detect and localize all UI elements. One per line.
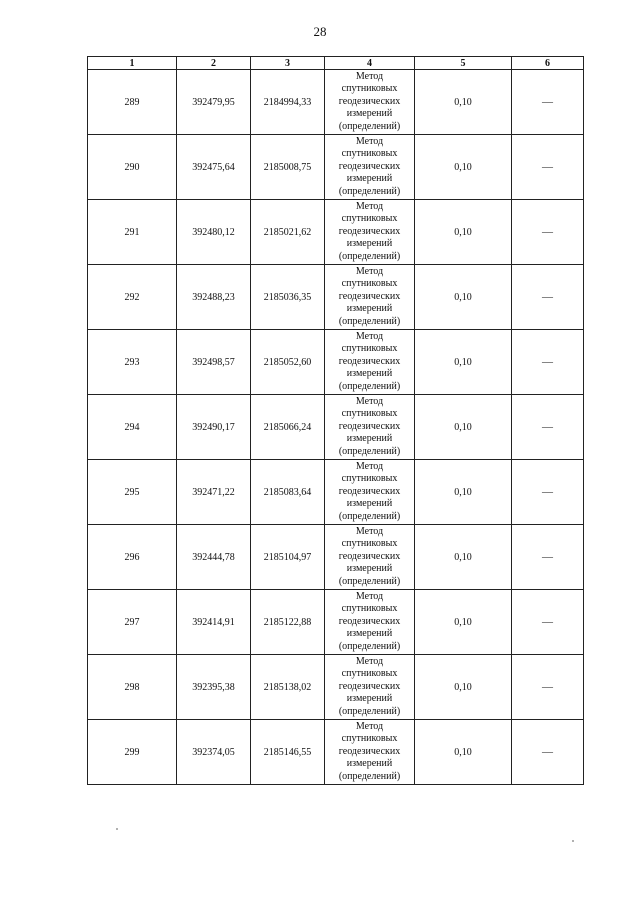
x-coordinate-cell: 392498,57 (177, 330, 251, 395)
method-line: геодезических (338, 290, 401, 302)
method-line: измерений (346, 693, 393, 705)
accuracy-cell: 0,10 (415, 720, 512, 785)
method-line: (определений) (338, 510, 401, 522)
method-line: спутниковых (341, 213, 398, 225)
accuracy-cell: 0,10 (415, 70, 512, 135)
method-line: (определений) (338, 120, 401, 132)
y-coordinate-cell: 2185021,62 (251, 200, 325, 265)
y-coordinate-cell: 2185036,35 (251, 265, 325, 330)
method-line: спутниковых (341, 668, 398, 680)
method-line: измерений (346, 238, 393, 250)
y-coordinate-cell: 2185104,97 (251, 525, 325, 590)
x-coordinate-cell: 392444,78 (177, 525, 251, 590)
x-coordinate-cell: 392490,17 (177, 395, 251, 460)
point-number-cell: 292 (88, 265, 177, 330)
method-line: геодезических (338, 355, 401, 367)
accuracy-cell: 0,10 (415, 655, 512, 720)
method-cell (325, 330, 415, 395)
y-coordinate-cell: 2185083,64 (251, 460, 325, 525)
x-coordinate-cell: 392374,05 (177, 720, 251, 785)
method-line: измерений (346, 368, 393, 380)
method-line: (определений) (338, 445, 401, 457)
header-col-5: 5 (415, 57, 512, 70)
x-coordinate-cell: 392480,12 (177, 200, 251, 265)
method-line: Метод (355, 70, 384, 82)
method-line: Метод (355, 330, 384, 342)
method-line: измерений (346, 433, 393, 445)
method-cell (325, 200, 415, 265)
header-col-2: 2 (177, 57, 251, 70)
method-line: спутниковых (341, 733, 398, 745)
point-number-cell: 294 (88, 395, 177, 460)
method-cell (325, 70, 415, 135)
method-line: Метод (355, 590, 384, 602)
x-coordinate-cell: 392395,38 (177, 655, 251, 720)
note-cell: — (512, 525, 584, 590)
method-line: измерений (346, 758, 393, 770)
method-cell (325, 655, 415, 720)
accuracy-cell: 0,10 (415, 460, 512, 525)
method-line: Метод (355, 525, 384, 537)
method-line: Метод (355, 200, 384, 212)
method-line: спутниковых (341, 408, 398, 420)
y-coordinate-cell: 2185138,02 (251, 655, 325, 720)
method-line: геодезических (338, 550, 401, 562)
point-number-cell: 289 (88, 70, 177, 135)
header-col-1: 1 (88, 57, 177, 70)
point-number-cell: 299 (88, 720, 177, 785)
coordinates-table (87, 56, 584, 785)
method-cell (325, 265, 415, 330)
table-row (88, 460, 584, 525)
table-row (88, 525, 584, 590)
method-line: (определений) (338, 640, 401, 652)
method-cell (325, 460, 415, 525)
method-line: геодезических (338, 95, 401, 107)
method-line: геодезических (338, 225, 401, 237)
note-cell: — (512, 265, 584, 330)
point-number-cell: 298 (88, 655, 177, 720)
method-line: измерений (346, 303, 393, 315)
point-number-cell: 297 (88, 590, 177, 655)
y-coordinate-cell: 2185008,75 (251, 135, 325, 200)
x-coordinate-cell: 392471,22 (177, 460, 251, 525)
method-line: Метод (355, 265, 384, 277)
point-number-cell: 296 (88, 525, 177, 590)
x-coordinate-cell: 392475,64 (177, 135, 251, 200)
method-line: спутниковых (341, 83, 398, 95)
table-row (88, 330, 584, 395)
method-line: измерений (346, 173, 393, 185)
method-cell (325, 720, 415, 785)
table-body (88, 70, 584, 785)
method-line: геодезических (338, 160, 401, 172)
note-cell: — (512, 395, 584, 460)
method-line: (определений) (338, 315, 401, 327)
table-row (88, 720, 584, 785)
method-line: геодезических (338, 615, 401, 627)
point-number-cell: 295 (88, 460, 177, 525)
method-line: (определений) (338, 770, 401, 782)
method-cell (325, 590, 415, 655)
scan-speck (572, 840, 574, 842)
accuracy-cell: 0,10 (415, 200, 512, 265)
point-number-cell: 293 (88, 330, 177, 395)
accuracy-cell: 0,10 (415, 330, 512, 395)
method-line: Метод (355, 135, 384, 147)
note-cell: — (512, 200, 584, 265)
method-line: измерений (346, 498, 393, 510)
note-cell: — (512, 655, 584, 720)
scan-speck (116, 828, 118, 830)
x-coordinate-cell: 392414,91 (177, 590, 251, 655)
note-cell: — (512, 460, 584, 525)
method-line: Метод (355, 720, 384, 732)
method-line: спутниковых (341, 278, 398, 290)
method-line: геодезических (338, 420, 401, 432)
header-col-4: 4 (325, 57, 415, 70)
page-number: 28 (313, 24, 327, 39)
accuracy-cell: 0,10 (415, 525, 512, 590)
accuracy-cell: 0,10 (415, 590, 512, 655)
method-line: Метод (355, 655, 384, 667)
header-col-6: 6 (512, 57, 584, 70)
method-cell (325, 395, 415, 460)
method-line: геодезических (338, 485, 401, 497)
method-line: геодезических (338, 680, 401, 692)
y-coordinate-cell: 2185066,24 (251, 395, 325, 460)
method-line: спутниковых (341, 343, 398, 355)
y-coordinate-cell: 2184994,33 (251, 70, 325, 135)
note-cell: — (512, 135, 584, 200)
table-row (88, 265, 584, 330)
method-line: (определений) (338, 575, 401, 587)
accuracy-cell: 0,10 (415, 265, 512, 330)
method-line: геодезических (338, 745, 401, 757)
method-line: Метод (355, 460, 384, 472)
method-line: спутниковых (341, 538, 398, 550)
method-line: (определений) (338, 250, 401, 262)
method-line: (определений) (338, 380, 401, 392)
table-row (88, 655, 584, 720)
y-coordinate-cell: 2185146,55 (251, 720, 325, 785)
y-coordinate-cell: 2185122,88 (251, 590, 325, 655)
method-line: измерений (346, 628, 393, 640)
table-row (88, 135, 584, 200)
table-row (88, 590, 584, 655)
x-coordinate-cell: 392488,23 (177, 265, 251, 330)
note-cell: — (512, 70, 584, 135)
y-coordinate-cell: 2185052,60 (251, 330, 325, 395)
method-line: спутниковых (341, 148, 398, 160)
method-line: измерений (346, 563, 393, 575)
note-cell: — (512, 590, 584, 655)
table-row (88, 200, 584, 265)
accuracy-cell: 0,10 (415, 135, 512, 200)
table-header-row (88, 57, 584, 70)
point-number-cell: 291 (88, 200, 177, 265)
table-row (88, 70, 584, 135)
table-row (88, 395, 584, 460)
method-line: Метод (355, 395, 384, 407)
method-line: (определений) (338, 185, 401, 197)
method-line: (определений) (338, 705, 401, 717)
point-number-cell: 290 (88, 135, 177, 200)
x-coordinate-cell: 392479,95 (177, 70, 251, 135)
method-cell (325, 525, 415, 590)
note-cell: — (512, 330, 584, 395)
method-line: измерений (346, 108, 393, 120)
method-line: спутниковых (341, 473, 398, 485)
note-cell: — (512, 720, 584, 785)
method-line: спутниковых (341, 603, 398, 615)
accuracy-cell: 0,10 (415, 395, 512, 460)
header-col-3: 3 (251, 57, 325, 70)
method-cell (325, 135, 415, 200)
